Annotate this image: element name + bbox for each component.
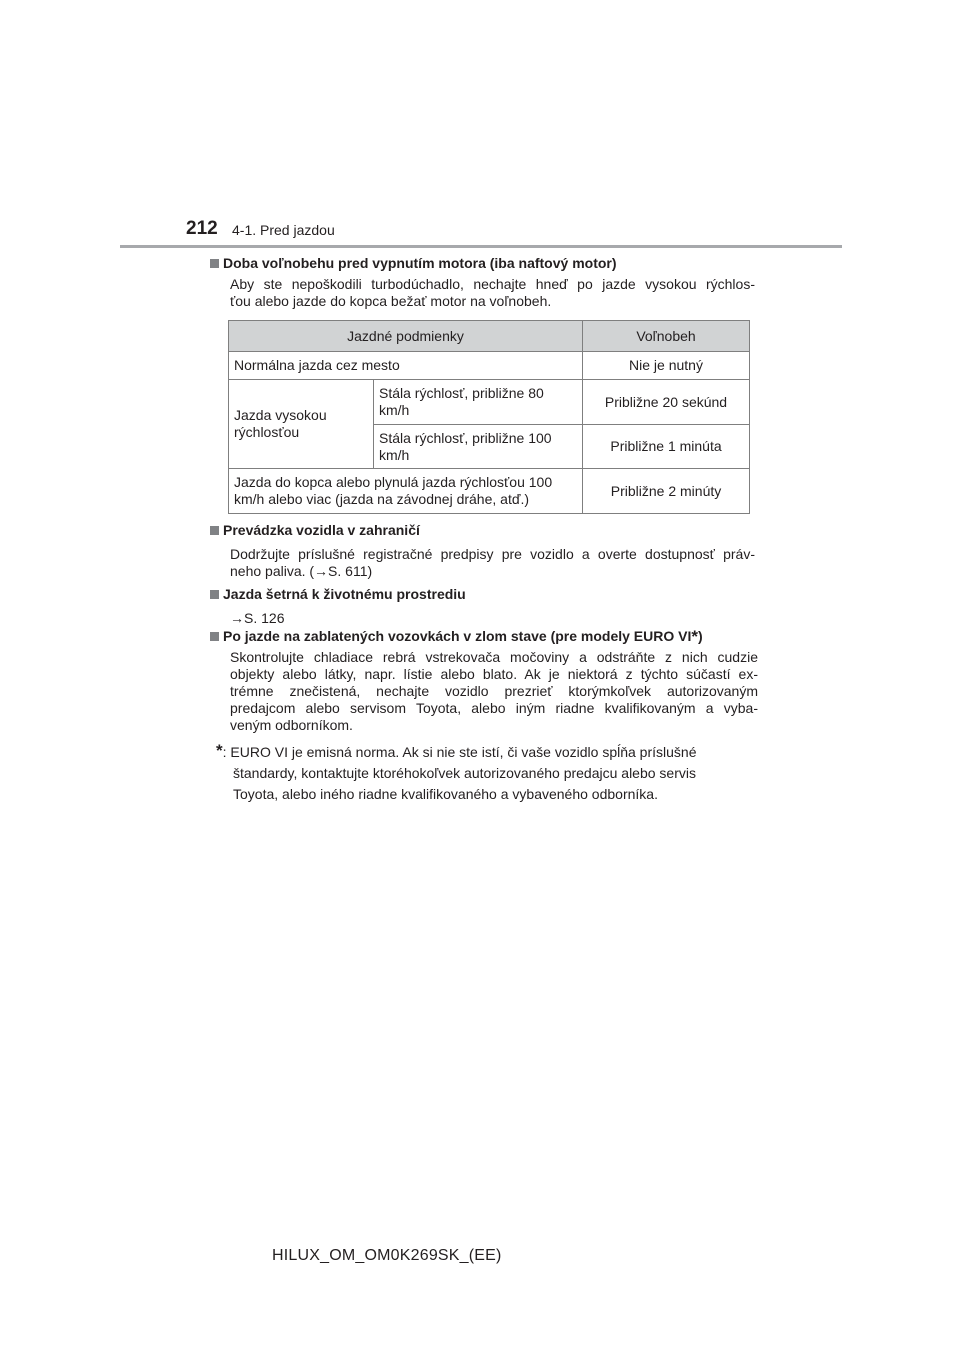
table-header-row [229, 321, 750, 352]
table-row [229, 380, 750, 425]
header-divider [120, 245, 842, 248]
section-body: Dodržujte príslušné registračné predpisy pre vozidlo a overte dostupnosť práv- neho paliva. (→S. 611) [230, 546, 755, 579]
section-heading: Po jazde na zablatených vozovkách v zlom stave (pre modely EURO VI*) [210, 628, 758, 645]
section-body [230, 610, 755, 627]
section-abroad [210, 522, 755, 580]
footnote: *: EURO VI je emisná norma. Ak si nie ste istí, či vaše vozidlo spĺňa príslušné štandardy, kontaktujte ktoréhokoľvek autorizovaného predajcu alebo servis Toyota, alebo iného riadne kvalifikovaného a vybaveného odborníka. [216, 741, 697, 802]
section-idle-time [210, 255, 755, 310]
table-cell: Jazda do kopca alebo plynulá jazda rýchlosťou 100 km/h alebo viac (jazda na závodnej dráhe, atď.) [229, 469, 583, 514]
page-reference-link[interactable]: →S. 126 [230, 610, 285, 626]
square-bullet-icon [210, 526, 219, 535]
square-bullet-icon [210, 259, 219, 268]
table-row [229, 352, 750, 380]
table-header: Jazdné podmienky [229, 321, 583, 352]
table-cell: Nie je nutný [583, 352, 750, 380]
table-cell: Stála rýchlosť, približne 100 km/h [374, 425, 583, 469]
section-title: 4-1. Pred jazdou [232, 222, 335, 238]
table-cell: Stála rýchlosť, približne 80 km/h [374, 380, 583, 425]
square-bullet-icon [210, 590, 219, 599]
section-muddy-roads [210, 628, 758, 734]
table-cell: Približne 2 minúty [583, 469, 750, 514]
section-heading: Doba voľnobehu pred vypnutím motora (iba naftový motor) [210, 255, 755, 272]
idle-table [228, 320, 750, 514]
section-eco-driving [210, 586, 755, 627]
footnote-marker: * [216, 741, 223, 760]
square-bullet-icon [210, 632, 219, 641]
footnote-marker: * [691, 627, 698, 646]
section-body: Aby ste nepoškodili turbodúchadlo, nechajte hneď po jazde vysokou rýchlos- ťou alebo jazde do kopca bežať motor na voľnobeh. [230, 276, 755, 309]
table-cell: Jazda vysokou rýchlosťou [229, 380, 374, 469]
table-cell: Normálna jazda cez mesto [229, 352, 583, 380]
table-cell: Približne 20 sekúnd [583, 380, 750, 425]
table-row [229, 469, 750, 514]
section-heading: Jazda šetrná k životnému prostrediu [210, 586, 755, 603]
table-cell: Približne 1 minúta [583, 425, 750, 469]
page-number: 212 [186, 218, 218, 239]
document-code-footer: HILUX_OM_OM0K269SK_(EE) [272, 1247, 502, 1264]
section-body: Skontrolujte chladiace rebrá vstrekovača močoviny a odstráňte z nich cudzie objekty alebo látky, napr. lístie alebo blato. Ak je niektorá z týchto súčastí ex- trémne znečistená, nechajte vozidlo prezrieť ktorýmkoľvek autorizovaným predajcom alebo servisom Toyota, alebo iným riadne kvalifikovaným a vyba- veným odborníkom. [230, 649, 758, 733]
table-header: Voľnobeh [583, 321, 750, 352]
section-heading: Prevádzka vozidla v zahraničí [210, 522, 755, 539]
